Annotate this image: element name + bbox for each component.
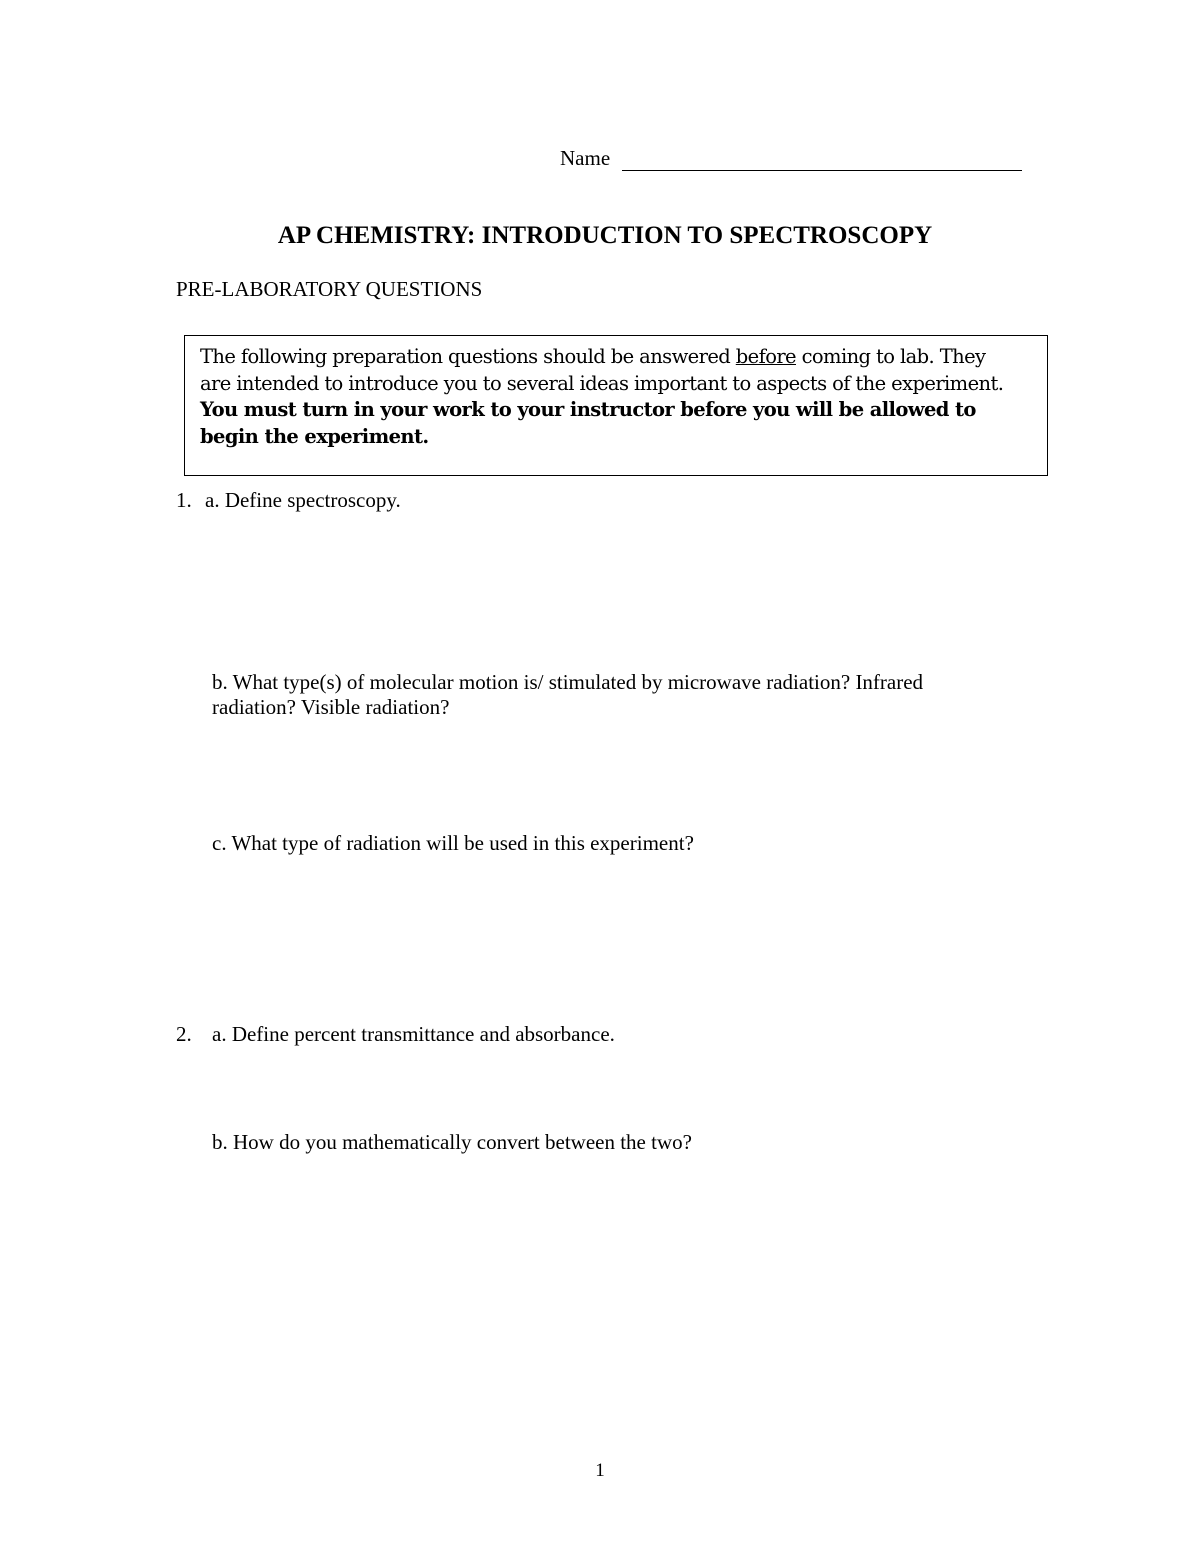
page-title: AP CHEMISTRY: INTRODUCTION TO SPECTROSCOPY	[277, 222, 933, 249]
question-2b: b. How do you mathematically convert between the two?	[212, 1130, 692, 1154]
name-label: Name	[560, 146, 611, 170]
instruction-text	[200, 344, 1040, 450]
question-2-number: 2.	[176, 1022, 192, 1046]
section-subtitle: PRE-LABORATORY QUESTIONS	[176, 277, 483, 301]
instruction-underlined-word: before	[735, 345, 796, 368]
question-1c: c. What type of radiation will be used in this experiment?	[212, 831, 694, 855]
question-1a: a. Define spectroscopy.	[205, 488, 401, 512]
question-1b-line2: radiation? Visible radiation?	[212, 695, 450, 719]
instruction-line1-end: coming to lab. They	[796, 345, 986, 368]
question-1b-line1: b. What type(s) of molecular motion is/ stimulated by microwave radiation? Infrared	[212, 670, 924, 694]
instruction-bold-text: You must turn in your work to your instructor before you will be allowed to begin the experiment.	[200, 398, 976, 448]
page-number: 1	[595, 1460, 605, 1481]
name-field-line[interactable]	[622, 170, 1022, 171]
question-1-number: 1.	[176, 488, 192, 512]
instruction-line2: are intended to introduce you to several ideas important to aspects of the experiment.	[200, 371, 1004, 395]
instruction-line1-start: The following preparation questions should be answered	[200, 345, 736, 368]
question-2a: a. Define percent transmittance and absorbance.	[212, 1022, 615, 1046]
